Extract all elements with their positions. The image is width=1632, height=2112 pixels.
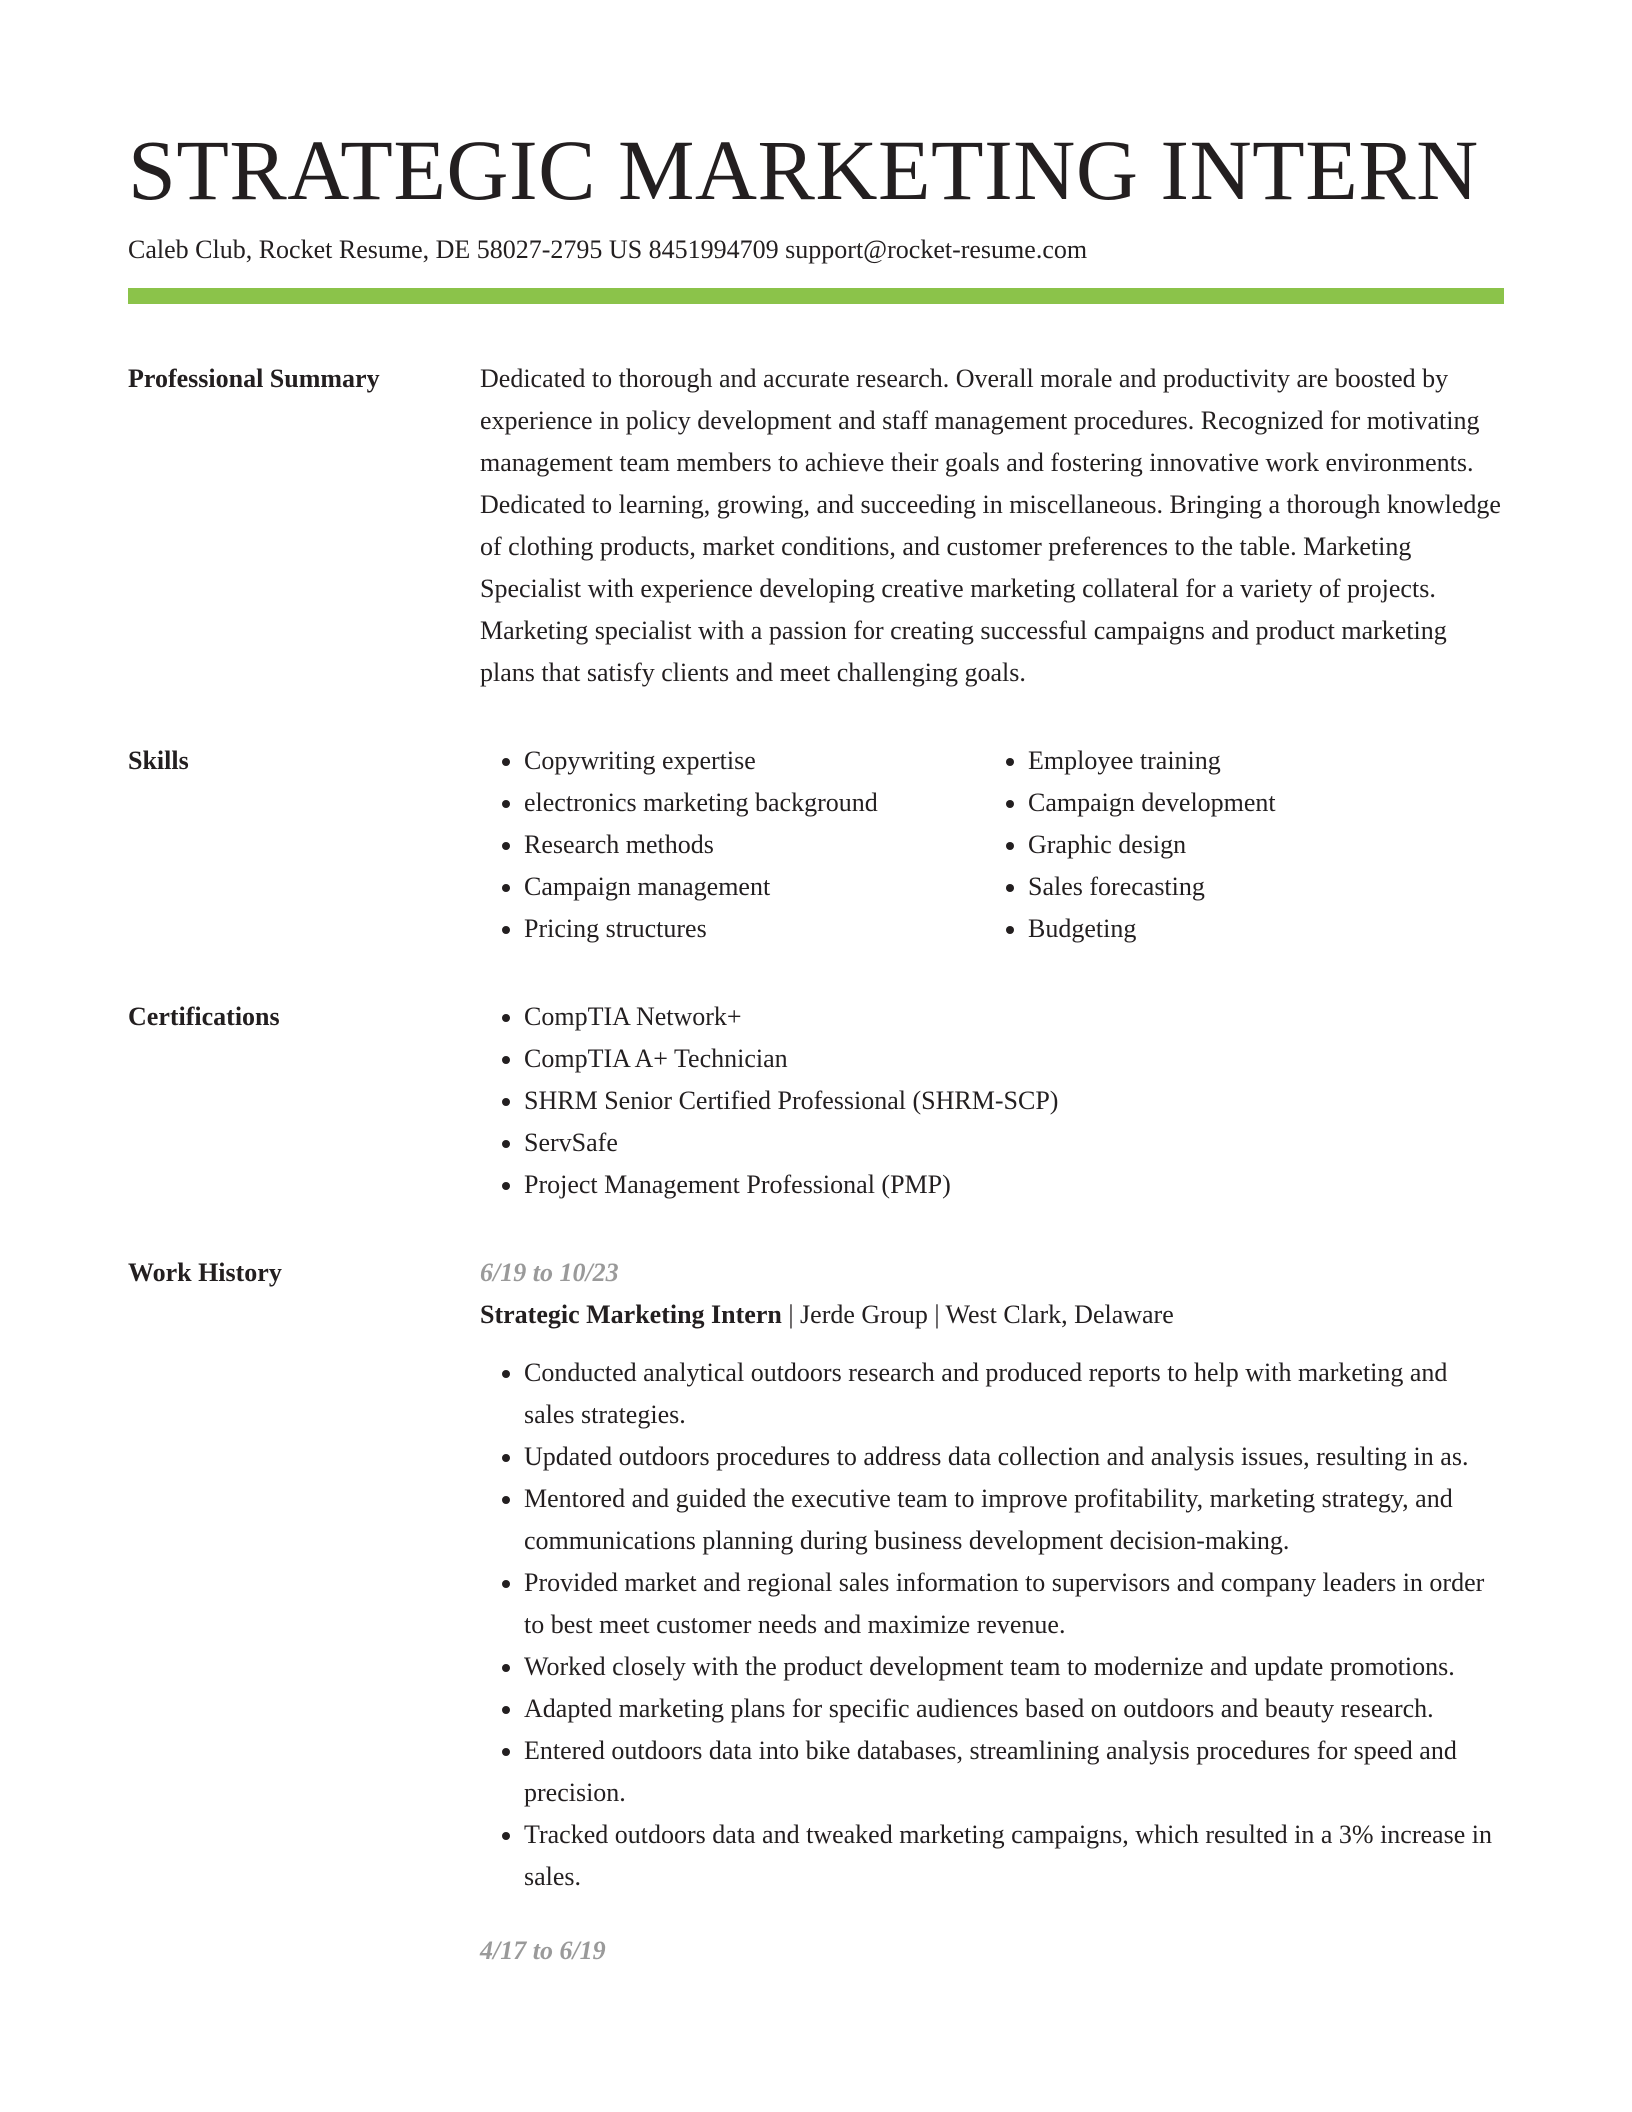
certifications-content [480,996,1504,1206]
job-dates: 6/19 to 10/23 [480,1258,619,1287]
certifications-section [128,996,1504,1206]
resume-page [128,0,1504,1972]
skills-section [128,740,1504,950]
skill-item: • Pricing structures [524,908,984,950]
skill-item: • Campaign development [1028,782,1488,824]
job-bullet: • Tracked outdoors data and tweaked marketing campaigns, which resulted in a 3% increase in sales. [524,1814,1504,1898]
professional-summary-content [480,358,1504,694]
section-label-skills: Skills [128,746,189,775]
skill-item: • electronics marketing background [524,782,984,824]
section-label-work-history: Work History [128,1258,282,1287]
contact-info: Caleb Club, Rocket Resume, DE 58027-2795 US 8451994709 support@rocket-resume.com [128,235,1088,264]
resume-title: STRATEGIC MARKETING INTERN [128,122,1479,218]
work-history-content [480,1252,1504,1972]
job-heading [480,1294,1504,1336]
job-bullet: • Updated outdoors procedures to address data collection and analysis issues, resulting in as. [524,1436,1504,1478]
skill-item: • Research methods [524,824,984,866]
job-dates: 4/17 to 6/19 [480,1936,606,1965]
skills-list-left [480,740,984,950]
job-bullet: • Conducted analytical outdoors research and produced reports to help with marketing and sales strategies. [524,1352,1504,1436]
skill-item: • Copywriting expertise [524,740,984,782]
professional-summary-section [128,358,1504,694]
job-bullet: • Provided market and regional sales information to supervisors and company leaders in order to best meet customer needs and maximize revenue. [524,1562,1504,1646]
work-history-section [128,1252,1504,1972]
job-title: Strategic Marketing Intern [480,1300,782,1329]
job-bullet: • Mentored and guided the executive team to improve profitability, marketing strategy, and communications planning during business development decision-making. [524,1478,1504,1562]
job-bullets [480,1352,1504,1898]
header-accent-rule [128,288,1504,304]
section-label-certifications: Certifications [128,1002,280,1031]
certifications-list [480,996,1504,1206]
skill-item: • Campaign management [524,866,984,908]
job-company-location: | Jerde Group | West Clark, Delaware [781,1300,1174,1329]
certification-item: • ServSafe [524,1122,1504,1164]
certification-item: • CompTIA A+ Technician [524,1038,1504,1080]
skills-content [480,740,1504,950]
certification-item: • Project Management Professional (PMP) [524,1164,1504,1206]
certification-item: • CompTIA Network+ [524,996,1504,1038]
skill-item: • Employee training [1028,740,1488,782]
professional-summary-text: Dedicated to thorough and accurate research. Overall morale and productivity are boosted by experience in policy development and staff management procedures. Recognized for motivating management team members to achieve their goals and fostering innovative work environments. Dedicated to learning, growing, and succeeding in miscellaneous. Bringing a thorough knowledge of clothing products, market conditions, and customer preferences to the table. Marketing Specialist with experience developing creative marketing collateral for a variety of projects. Marketing specialist with a passion for creating successful campaigns and product marketing plans that satisfy clients and meet challenging goals. [480,364,1501,687]
section-label-professional-summary: Professional Summary [128,364,380,393]
job-bullet: • Worked closely with the product development team to modernize and update promotions. [524,1646,1504,1688]
skill-item: • Sales forecasting [1028,866,1488,908]
certification-item: • SHRM Senior Certified Professional (SHRM-SCP) [524,1080,1504,1122]
job-bullet: • Adapted marketing plans for specific audiences based on outdoors and beauty research. [524,1688,1504,1730]
skill-item: • Budgeting [1028,908,1488,950]
skills-list-right [984,740,1488,950]
job-bullet: • Entered outdoors data into bike databases, streamlining analysis procedures for speed and precision. [524,1730,1504,1814]
skill-item: • Graphic design [1028,824,1488,866]
